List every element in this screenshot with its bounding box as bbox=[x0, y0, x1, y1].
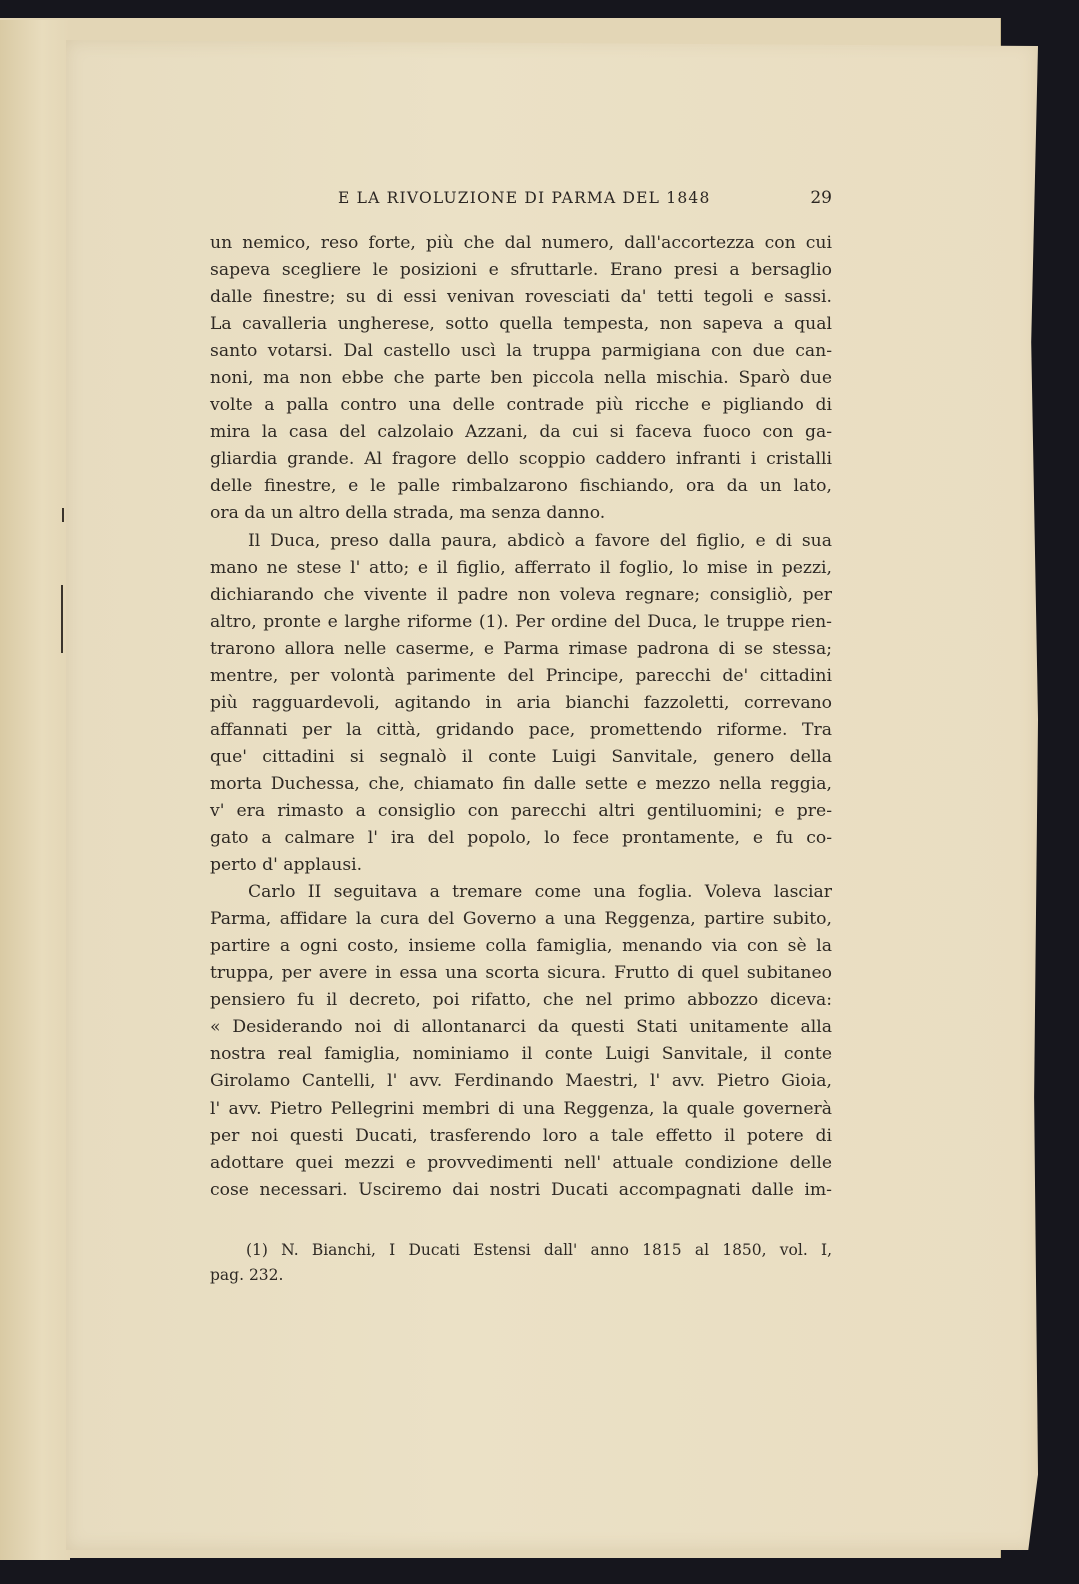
text-line: mentre, per volontà parimente del Principe, parecchi de' cittadini bbox=[210, 665, 832, 686]
text-line: più ragguardevoli, agitando in aria bianchi fazzoletti, correvano bbox=[210, 692, 832, 713]
text-line: sapeva scegliere le posizioni e sfruttarle. Erano presi a bersaglio bbox=[210, 260, 832, 281]
text-line: pensiero fu il decreto, poi rifatto, che nel primo abbozzo diceva: bbox=[210, 990, 832, 1011]
text-line: gliardia grande. Al fragore dello scoppio caddero infranti i cristalli bbox=[210, 449, 832, 470]
footnote bbox=[210, 1238, 832, 1288]
text-line: affannati per la città, gridando pace, promettendo riforme. Tra bbox=[210, 719, 832, 740]
text-line: dalle finestre; su di essi venivan rovesciati da' tetti tegoli e sassi. bbox=[210, 287, 832, 308]
page-number: 29 bbox=[810, 188, 832, 208]
text-line: delle finestre, e le palle rimbalzarono fischiando, ora da un lato, bbox=[210, 476, 832, 497]
text-line: v' era rimasto a consiglio con parecchi altri gentiluomini; e pre- bbox=[210, 800, 832, 821]
text-line: ora da un altro della strada, ma senza danno. bbox=[210, 503, 606, 524]
text-line: Carlo II seguitava a tremare come una foglia. Voleva lasciar bbox=[248, 882, 832, 903]
text-line: trarono allora nelle caserme, e Parma rimase padrona di se stessa; bbox=[210, 638, 832, 659]
text-line: Il Duca, preso dalla paura, abdicò a favore del figlio, e di sua bbox=[248, 530, 832, 551]
body-text bbox=[210, 230, 832, 1204]
text-line: truppa, per avere in essa una scorta sicura. Frutto di quel subitaneo bbox=[210, 963, 832, 984]
text-line: morta Duchessa, che, chiamato fin dalle sette e mezzo nella reggia, bbox=[210, 773, 832, 794]
running-title: E LA RIVOLUZIONE DI PARMA DEL 1848 bbox=[338, 189, 711, 207]
text-line: Girolamo Cantelli, l' avv. Ferdinando Maestri, l' avv. Pietro Gioia, bbox=[210, 1071, 832, 1092]
text-line: que' cittadini si segnalò il conte Luigi Sanvitale, genero della bbox=[210, 746, 832, 767]
text-line: nostra real famiglia, nominiamo il conte Luigi Sanvitale, il conte bbox=[210, 1044, 832, 1065]
book-spine bbox=[0, 20, 70, 1560]
text-line: partire a ogni costo, insieme colla famiglia, menando via con sè la bbox=[210, 936, 832, 957]
text-line: un nemico, reso forte, più che dal numero, dall'accortezza con cui bbox=[210, 233, 832, 253]
text-line: mano ne stese l' atto; e il figlio, afferrato il foglio, lo mise in pezzi, bbox=[210, 557, 832, 578]
text-line: Parma, affidare la cura del Governo a una Reggenza, partire subito, bbox=[210, 909, 832, 930]
text-line: dichiarando che vivente il padre non voleva regnare; consigliò, per bbox=[210, 584, 832, 605]
text-line: per noi questi Ducati, trasferendo loro a tale effetto il potere di bbox=[210, 1125, 832, 1146]
margin-mark bbox=[62, 508, 64, 522]
text-line: gato a calmare l' ira del popolo, lo fece prontamente, e fu co- bbox=[210, 828, 832, 849]
text-line: l' avv. Pietro Pellegrini membri di una Reggenza, la quale governerà bbox=[210, 1098, 832, 1119]
footnote-line: pag. 232. bbox=[210, 1266, 284, 1284]
running-header bbox=[210, 186, 832, 210]
text-line: cose necessari. Usciremo dai nostri Ducati accompagnati dalle im- bbox=[210, 1179, 832, 1200]
text-line: mira la casa del calzolaio Azzani, da cui si faceva fuoco con ga- bbox=[210, 422, 832, 443]
text-line: adottare quei mezzi e provvedimenti nell' attuale condizione delle bbox=[210, 1152, 832, 1173]
text-line: altro, pronte e larghe riforme (1). Per ordine del Duca, le truppe rien- bbox=[210, 611, 832, 632]
margin-mark bbox=[61, 585, 63, 653]
footnote-line: (1) N. Bianchi, I Ducati Estensi dall' anno 1815 al 1850, vol. I, bbox=[246, 1241, 832, 1259]
text-line: perto d' applausi. bbox=[210, 855, 363, 876]
text-line: santo votarsi. Dal castello uscì la truppa parmigiana con due can- bbox=[210, 341, 832, 362]
text-line: La cavalleria ungherese, sotto quella tempesta, non sapeva a qual bbox=[210, 314, 832, 335]
text-line: noni, ma non ebbe che parte ben piccola nella mischia. Sparò due bbox=[210, 368, 832, 389]
text-line: volte a palla contro una delle contrade più ricche e pigliando di bbox=[210, 395, 832, 416]
text-line: « Desiderando noi di allontanarci da questi Stati unitamente alla bbox=[210, 1017, 832, 1038]
